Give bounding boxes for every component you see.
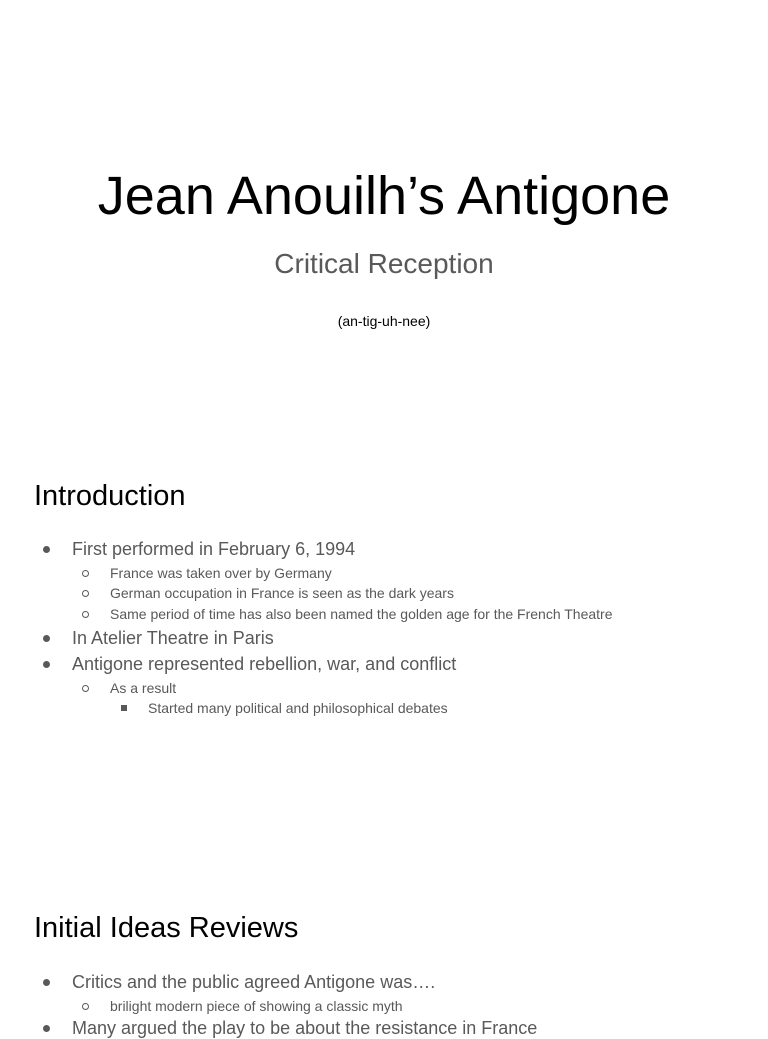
bullet-dot-icon [43,635,50,642]
bullet-circle-icon [82,590,89,597]
bullet-dot-icon [43,661,50,668]
sub-list-item-text: As a result [110,680,177,696]
sub-list-item-text: Same period of time has also been named the golden age for the French Theatre [110,606,613,622]
bullet-dot-icon [43,1025,50,1032]
bullet-circle-icon [82,685,89,692]
bullet-circle-icon [82,570,89,577]
list-item-text: Antigone represented rebellion, war, and conflict [72,654,457,674]
pronunciation-note: (an-tig-uh-nee) [337,313,431,329]
bullet-dot-icon [43,546,50,553]
list-item-text: Many argued the play to be about the resistance in France [72,1018,538,1038]
list-item-text: Critics and the public agreed Antigone was…. [72,972,436,992]
list-item-text: First performed in February 6, 1994 [72,539,356,559]
section-heading: Introduction [34,480,186,512]
bullet-circle-icon [82,611,89,618]
sub-sub-list-item-text: Started many political and philosophical debates [148,700,448,716]
sub-list-item-text: German occupation in France is seen as the dark years [110,585,454,601]
slide-title: Jean Anouilh’s Antigone [97,166,671,226]
section-heading: Initial Ideas Reviews [34,912,299,944]
sub-list-item-text: brilight modern piece of showing a classic myth [110,998,403,1014]
bullet-circle-icon [82,1003,89,1010]
list-item-text: In Atelier Theatre in Paris [72,628,274,648]
bullet-dot-icon [43,979,50,986]
slide-subtitle: Critical Reception [274,248,494,279]
bullet-square-icon [121,705,127,711]
sub-list-item-text: France was taken over by Germany [110,565,332,581]
